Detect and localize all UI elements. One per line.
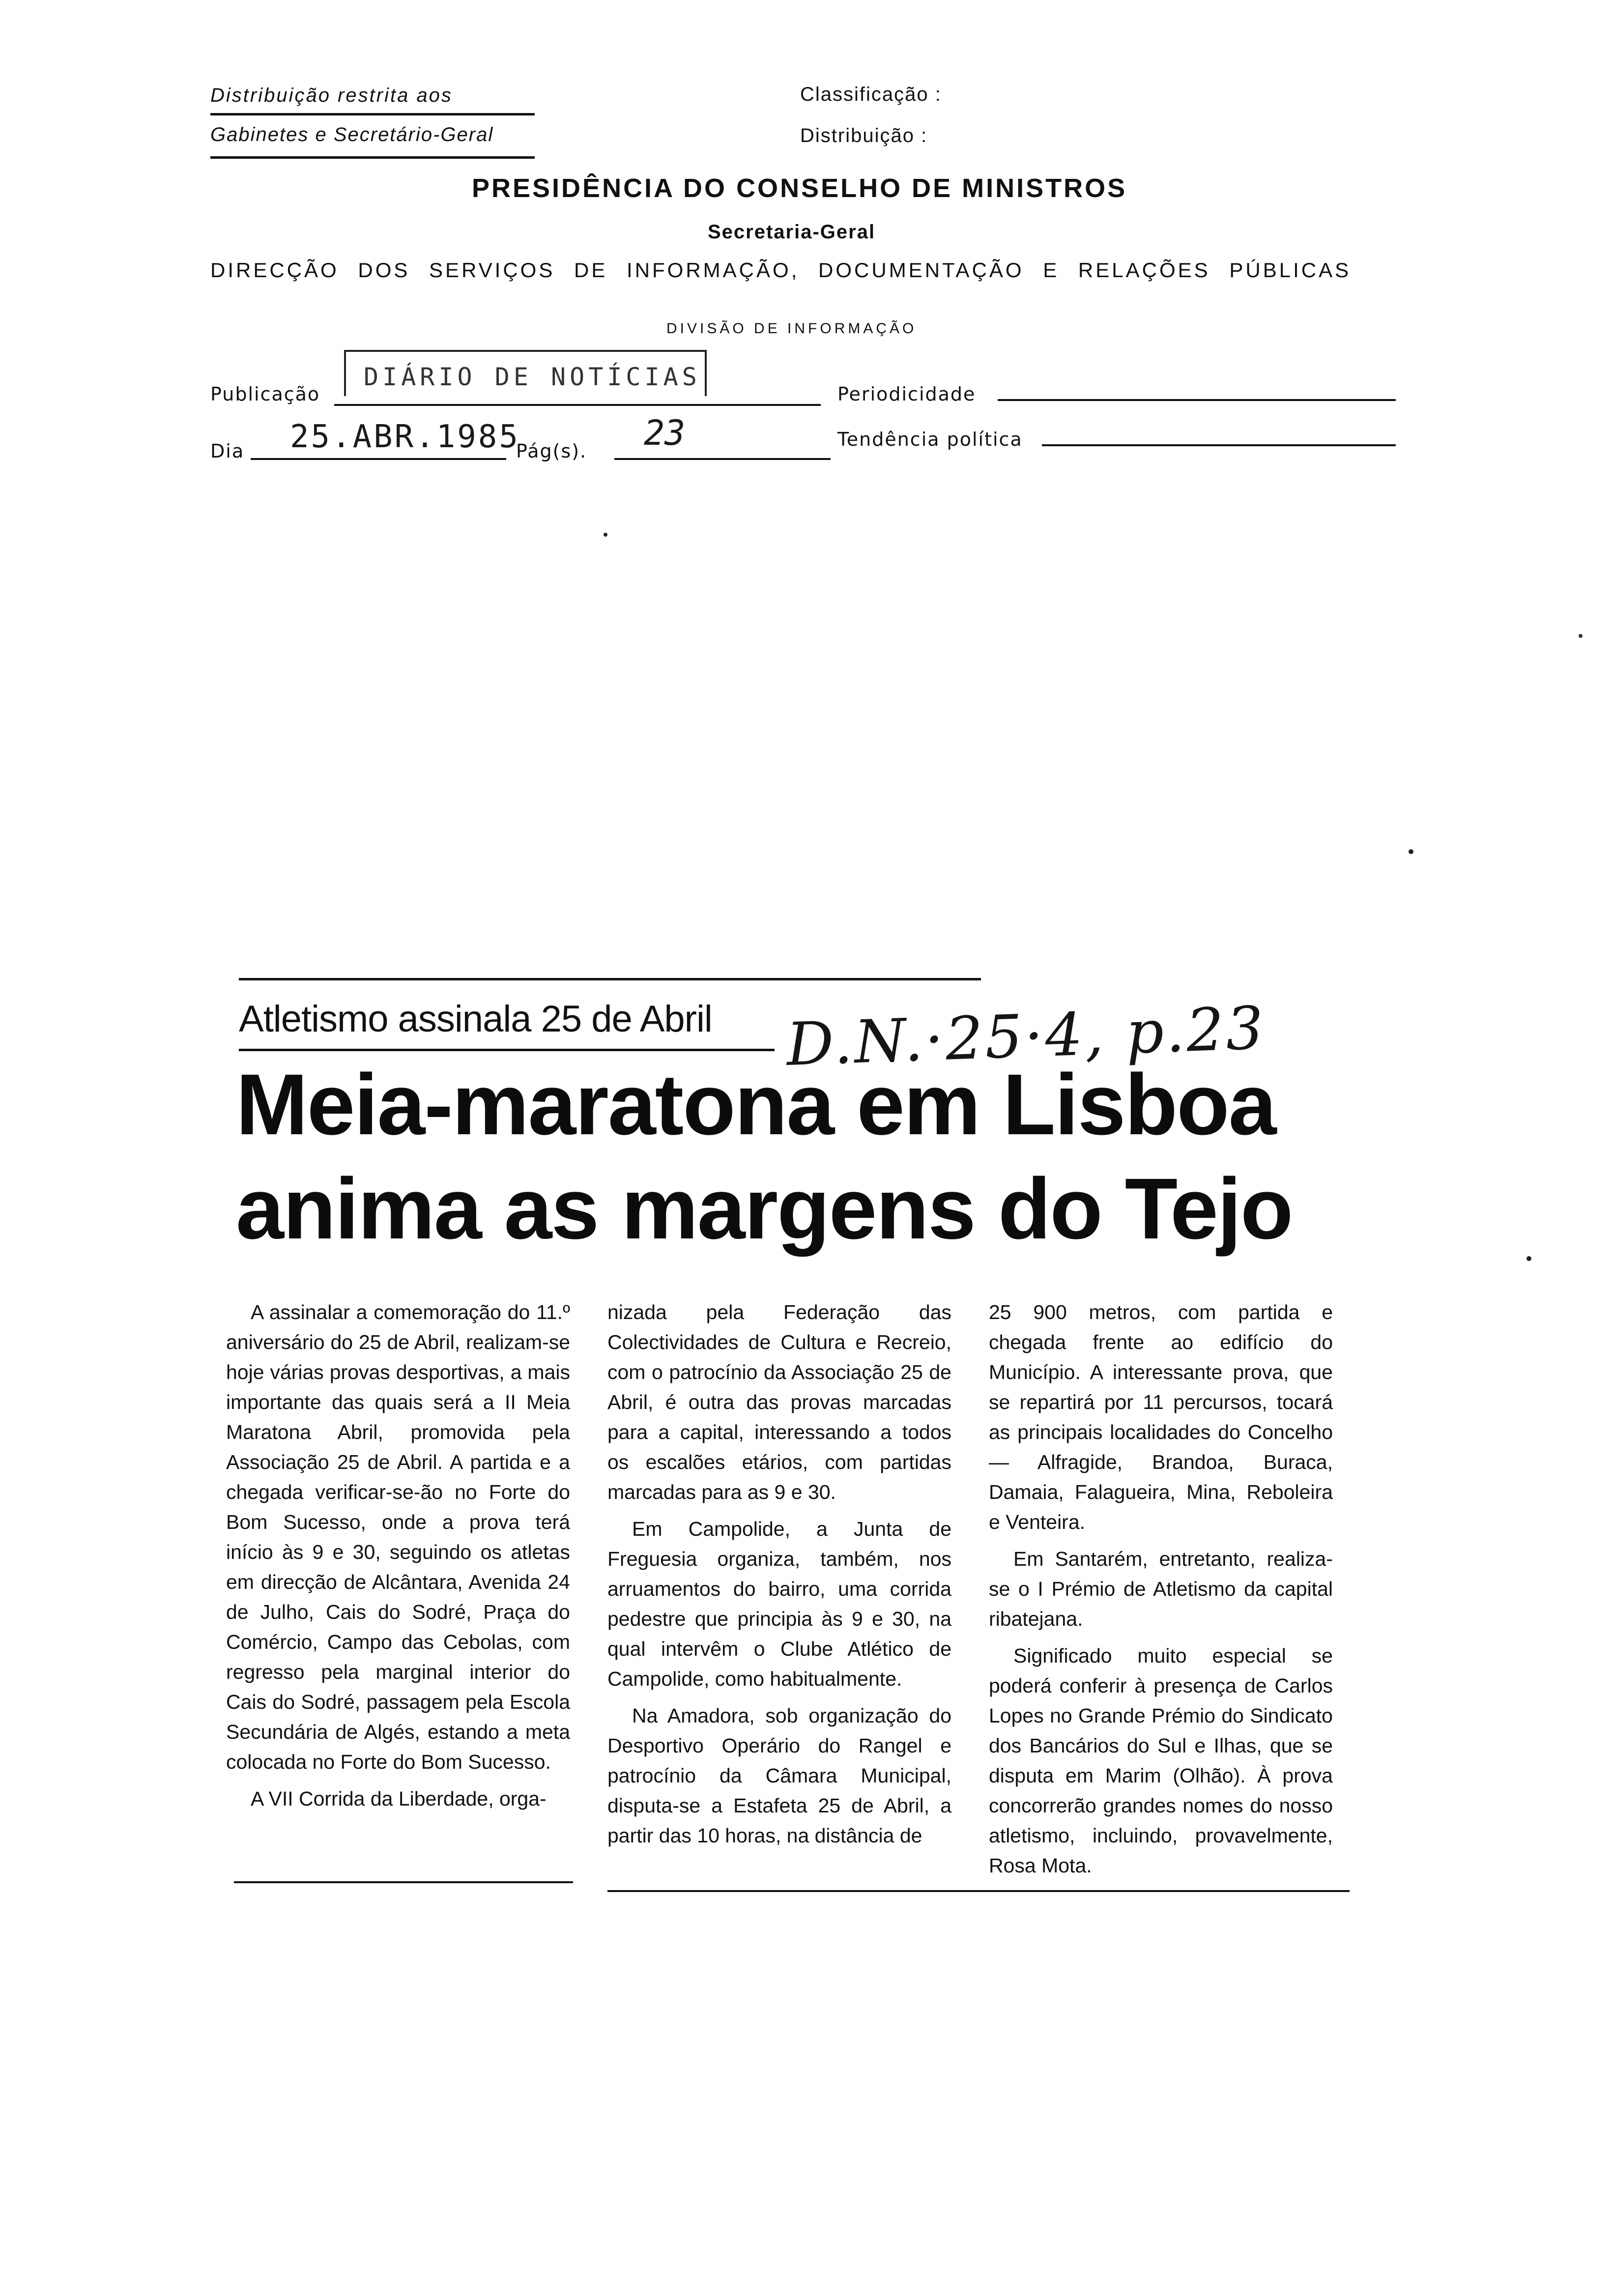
article-paragraph: 25 900 metros, com partida e chegada frente ao edifício do Município. A interessante prova, que se repartirá por 11 percursos, tocará as principais localidades do Concelho — Alfragide, Brandoa, Buraca, Damaia, Falagueira, Mina, Reboleira e Venteira. xyxy=(989,1301,1333,1533)
scan-speck xyxy=(1579,634,1583,638)
pages-value: 23 xyxy=(644,413,686,453)
article-kicker: Atletismo assinala 25 de Abril xyxy=(239,998,712,1040)
scan-speck xyxy=(1526,1256,1531,1261)
directorate-title: DIRECÇÃO DOS SERVIÇOS DE INFORMAÇÃO, DOCUMENTAÇÃO E RELAÇÕES PÚBLICAS xyxy=(210,258,1352,282)
scan-speck xyxy=(1409,849,1413,854)
kicker-underline xyxy=(239,1049,775,1051)
restricted-distribution-line1: Distribuição restrita aos xyxy=(210,85,453,106)
political-trend-label: Tendência política xyxy=(837,429,1023,450)
distribution-label: Distribuição : xyxy=(800,125,928,146)
article-paragraph: Na Amadora, sob organização do Desportivo Operário do Rangel e patrocínio da Câmara Municipal, disputa-se a Estafeta 25 de Abril, a partir das 10 horas, na distância de xyxy=(607,1704,951,1847)
underline-divider xyxy=(210,156,535,159)
day-field-line xyxy=(251,458,506,460)
article-paragraph: A VII Corrida da Liberdade, orga- xyxy=(251,1787,547,1810)
publication-value: DIÁRIO DE NOTÍCIAS xyxy=(364,363,701,391)
article-paragraph: Em Campolide, a Junta de Freguesia organiza, também, nos arruamentos do bairro, uma corrida pedestre que principia às 9 e 30, na qual intervêm o Clube Atlético de Campolide, como habitualmente. xyxy=(607,1518,951,1690)
article-bottom-rule xyxy=(607,1890,1350,1892)
article-top-rule xyxy=(239,978,981,980)
article-column-1 xyxy=(226,1297,570,1821)
publication-field-line xyxy=(334,404,821,406)
restricted-distribution-line2: Gabinetes e Secretário-Geral xyxy=(210,124,494,145)
secretariat-title: Secretaria-Geral xyxy=(708,221,876,243)
article-column-2 xyxy=(607,1297,951,1858)
column-1-bottom-rule xyxy=(234,1881,573,1883)
article-column-3 xyxy=(989,1297,1333,1888)
presidency-title: PRESIDÊNCIA DO CONSELHO DE MINISTROS xyxy=(472,173,1127,203)
periodicity-label: Periodicidade xyxy=(837,383,976,405)
article-paragraph: nizada pela Federação das Colectividades de Cultura e Recreio, com o patrocínio da Associação 25 de Abril, é outra das provas marcadas para a capital, interessando a todos os escalões etários, com partidas marcadas para as 9 e 30. xyxy=(607,1301,951,1503)
article-paragraph: Significado muito especial se poderá conferir à presença de Carlos Lopes no Grande Prémio do Sindicato dos Bancários do Sul e Ilhas, que se disputa em Marim (Olhão). À prova concorrerão grandes nomes do nosso atletismo, incluindo, provavelmente, Rosa Mota. xyxy=(989,1644,1333,1877)
pages-field-line xyxy=(614,458,831,460)
article-paragraph: A assinalar a comemoração do 11.º aniversário do 25 de Abril, realizam-se hoje várias provas desportivas, a mais importante das quais será a II Meia Maratona Abril, promovida pela Associação 25 de Abril. A partida e a chegada verificar-se-ão no Forte do Bom Sucesso, onde a prova terá início às 9 e 30, seguindo os atletas em direcção de Alcântara, Avenida 24 de Julho, Cais do Sodré, Praça do Comércio, Campo das Cebolas, com regresso pela marginal interior do Cais do Sodré, passagem pela Escola Secundária de Algés, estando a meta colocada no Forte do Bom Sucesso. xyxy=(226,1301,570,1773)
headline-line1: Meia-maratona em Lisboa xyxy=(236,1057,1276,1153)
scan-speck xyxy=(604,533,607,537)
periodicity-field-line xyxy=(998,399,1396,401)
publication-label: Publicação xyxy=(210,383,320,405)
day-label: Dia xyxy=(210,440,245,462)
political-trend-field-line xyxy=(1042,444,1396,446)
day-value: 25.ABR.1985 xyxy=(290,419,520,455)
handwritten-note: D.N.·25·4, p.23 xyxy=(785,994,1267,1079)
pages-label: Pág(s). xyxy=(516,440,587,462)
division-title: DIVISÃO DE INFORMAÇÃO xyxy=(666,320,917,337)
underline-divider xyxy=(210,113,535,115)
headline-line2: anima as margens do Tejo xyxy=(236,1161,1293,1257)
article-paragraph: Em Santarém, entretanto, realiza-se o I Prémio de Atletismo da capital ribatejana. xyxy=(989,1548,1333,1630)
classification-label: Classificação : xyxy=(800,84,942,105)
